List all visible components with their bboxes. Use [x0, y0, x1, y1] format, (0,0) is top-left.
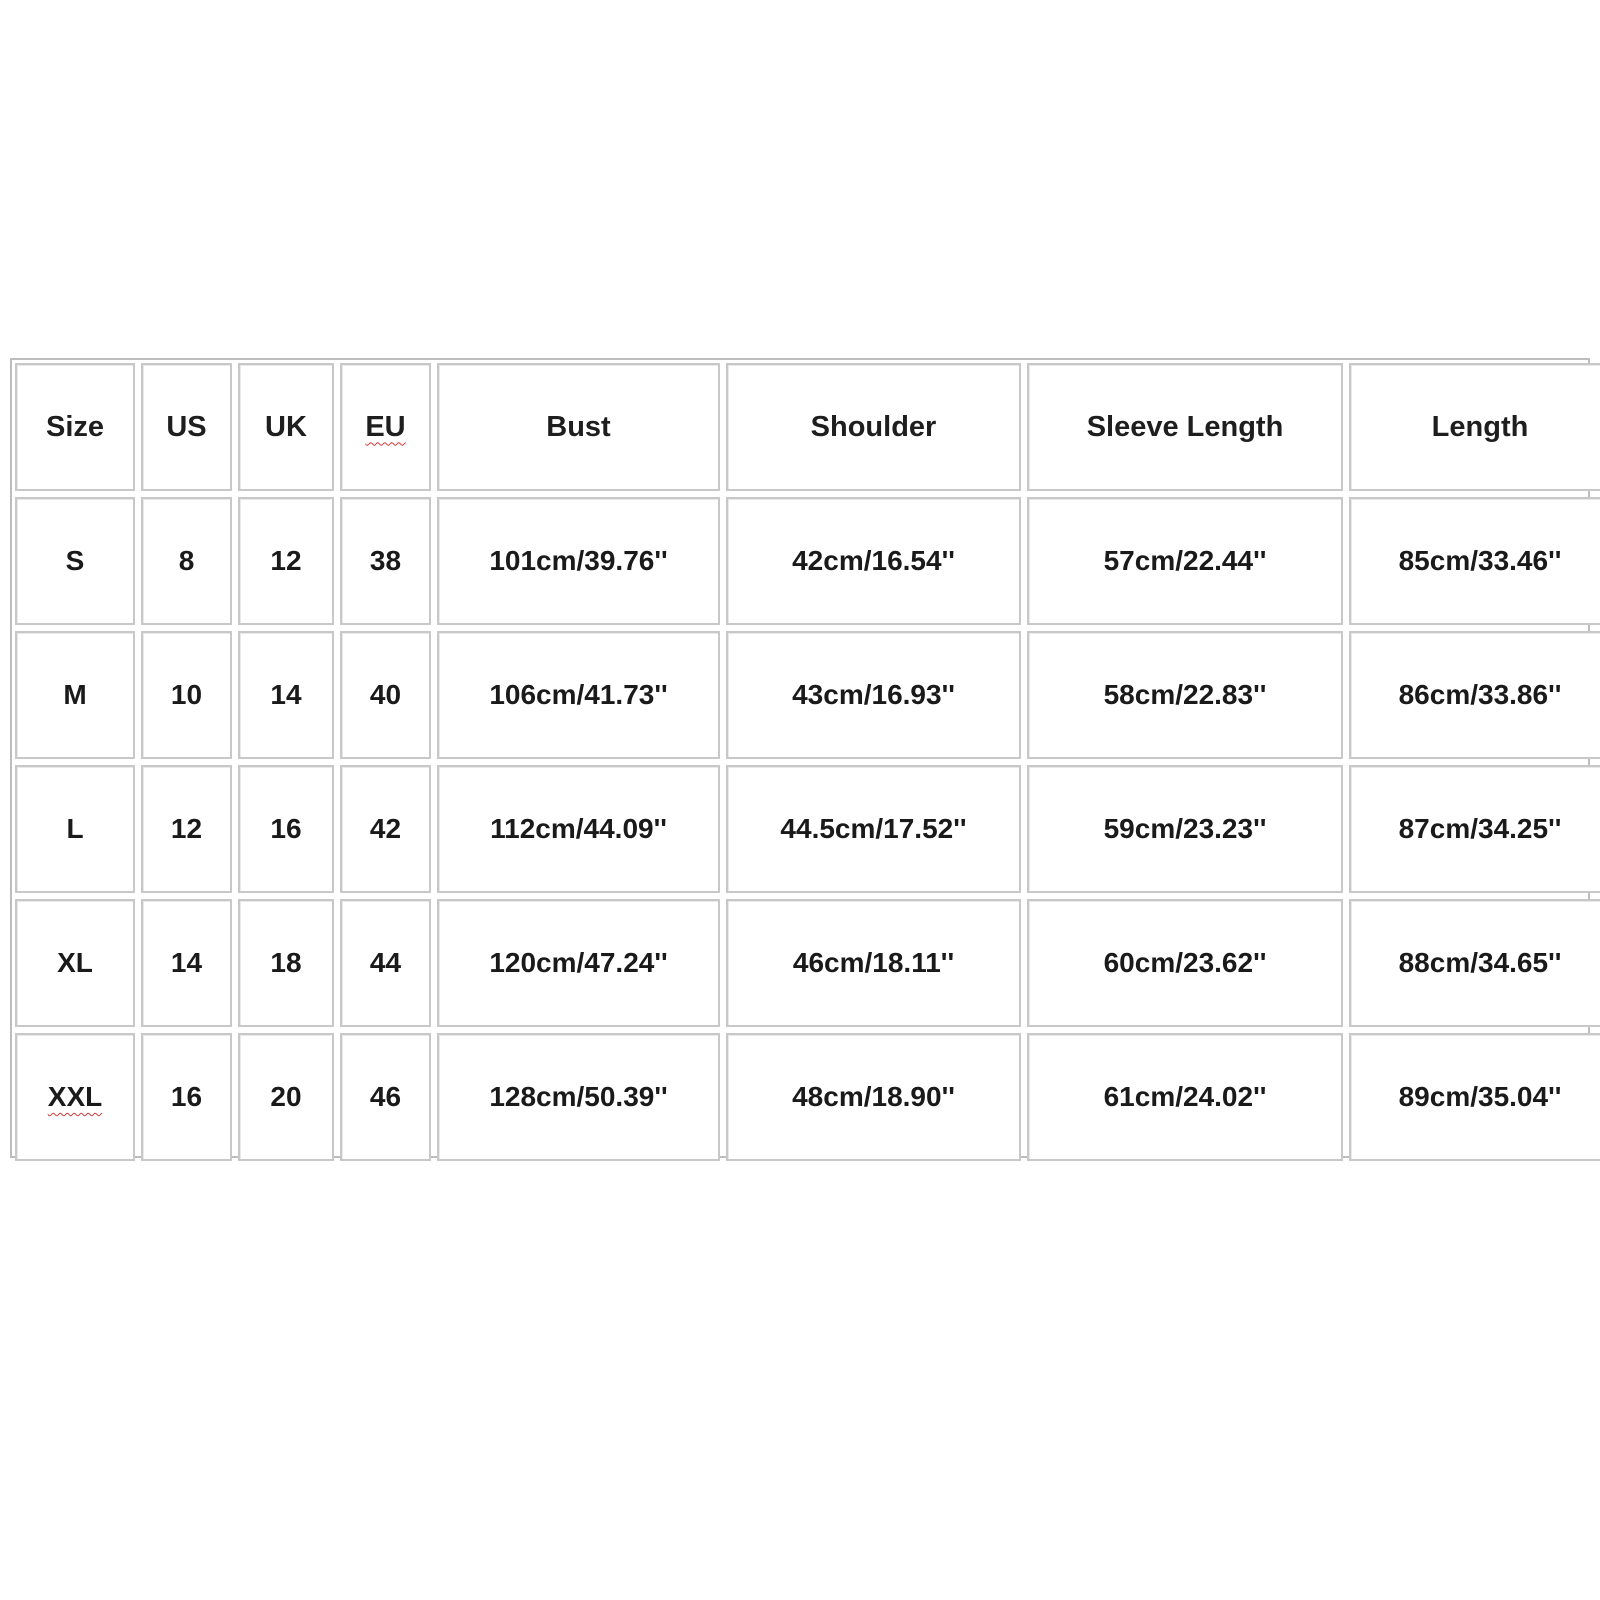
cell-l-length — [1349, 765, 1600, 893]
cell-text: 86cm/33.86'' — [1398, 679, 1562, 710]
cell-xl-length — [1349, 899, 1600, 1027]
cell-xxl-bust — [437, 1033, 720, 1161]
cell-text: L — [66, 813, 84, 844]
cell-xxl-shoulder — [726, 1033, 1021, 1161]
cell-text: 12 — [170, 813, 203, 844]
cell-m-sleeve-length — [1027, 631, 1343, 759]
header-sleeve-length — [1027, 363, 1343, 491]
header-size-label: Size — [45, 410, 105, 443]
header-uk-label: UK — [265, 410, 307, 443]
size-chart-table — [10, 358, 1590, 1158]
cell-l-sleeve-length — [1027, 765, 1343, 893]
cell-text: 59cm/23.23'' — [1103, 813, 1267, 844]
cell-text: 60cm/23.62'' — [1103, 947, 1267, 978]
cell-m-uk — [238, 631, 334, 759]
cell-text: 8 — [178, 545, 195, 576]
cell-text: 38 — [369, 545, 402, 576]
cell-text: 42cm/16.54'' — [792, 545, 955, 576]
cell-text: 10 — [170, 679, 203, 710]
header-eu — [340, 363, 431, 491]
cell-text: 48cm/18.90'' — [792, 1081, 955, 1112]
cell-l-uk — [238, 765, 334, 893]
cell-text: 42 — [369, 813, 402, 844]
cell-text: 46 — [369, 1081, 402, 1112]
cell-m-size — [15, 631, 135, 759]
header-length — [1349, 363, 1600, 491]
cell-text: 20 — [270, 1081, 302, 1112]
cell-xxl-eu — [340, 1033, 431, 1161]
header-sleeve-length-label: Sleeve Length — [1086, 410, 1284, 443]
cell-text: 12 — [270, 545, 302, 576]
cell-text: 14 — [170, 947, 203, 978]
header-us — [141, 363, 232, 491]
cell-text: XXL — [47, 1081, 103, 1112]
cell-text: 46cm/18.11'' — [792, 947, 955, 978]
cell-text: 40 — [369, 679, 402, 710]
cell-l-bust — [437, 765, 720, 893]
cell-xxl-length — [1349, 1033, 1600, 1161]
cell-s-eu — [340, 497, 431, 625]
header-eu-label: EU — [365, 410, 406, 443]
cell-xl-size — [15, 899, 135, 1027]
cell-text: 16 — [170, 1081, 203, 1112]
cell-xl-eu — [340, 899, 431, 1027]
cell-text: 120cm/47.24'' — [489, 947, 668, 978]
cell-s-uk — [238, 497, 334, 625]
cell-text: 101cm/39.76'' — [489, 545, 668, 576]
cell-text: 85cm/33.46'' — [1398, 545, 1562, 576]
cell-xxl-sleeve-length — [1027, 1033, 1343, 1161]
cell-text: 14 — [270, 679, 302, 710]
cell-s-sleeve-length — [1027, 497, 1343, 625]
cell-m-length — [1349, 631, 1600, 759]
cell-text: 43cm/16.93'' — [792, 679, 955, 710]
cell-text: M — [63, 679, 87, 710]
header-size — [15, 363, 135, 491]
header-shoulder — [726, 363, 1021, 491]
cell-text: S — [65, 545, 85, 576]
cell-text: 44 — [369, 947, 402, 978]
cell-text: 106cm/41.73'' — [489, 679, 668, 710]
cell-s-length — [1349, 497, 1600, 625]
cell-xl-bust — [437, 899, 720, 1027]
cell-text: 61cm/24.02'' — [1103, 1081, 1267, 1112]
cell-m-eu — [340, 631, 431, 759]
header-bust — [437, 363, 720, 491]
cell-text: XL — [57, 947, 93, 978]
cell-l-eu — [340, 765, 431, 893]
cell-s-us — [141, 497, 232, 625]
cell-m-us — [141, 631, 232, 759]
cell-m-bust — [437, 631, 720, 759]
cell-xl-sleeve-length — [1027, 899, 1343, 1027]
header-shoulder-label: Shoulder — [810, 410, 937, 443]
cell-text: 128cm/50.39'' — [489, 1081, 668, 1112]
cell-xxl-size — [15, 1033, 135, 1161]
cell-m-shoulder — [726, 631, 1021, 759]
header-uk — [238, 363, 334, 491]
cell-s-size — [15, 497, 135, 625]
cell-text: 16 — [270, 813, 302, 844]
cell-xxl-us — [141, 1033, 232, 1161]
cell-text: 89cm/35.04'' — [1398, 1081, 1562, 1112]
cell-xl-shoulder — [726, 899, 1021, 1027]
cell-l-shoulder — [726, 765, 1021, 893]
cell-text: 87cm/34.25'' — [1398, 813, 1562, 844]
cell-s-bust — [437, 497, 720, 625]
cell-s-shoulder — [726, 497, 1021, 625]
header-us-label: US — [166, 410, 207, 443]
cell-text: 112cm/44.09'' — [490, 813, 667, 844]
cell-text: 58cm/22.83'' — [1103, 679, 1267, 710]
cell-xl-uk — [238, 899, 334, 1027]
cell-l-size — [15, 765, 135, 893]
cell-text: 57cm/22.44'' — [1103, 545, 1267, 576]
cell-xl-us — [141, 899, 232, 1027]
cell-text: 18 — [270, 947, 302, 978]
cell-text: 88cm/34.65'' — [1398, 947, 1562, 978]
cell-text: 44.5cm/17.52'' — [780, 813, 967, 844]
cell-l-us — [141, 765, 232, 893]
header-length-label: Length — [1431, 410, 1529, 443]
header-bust-label: Bust — [546, 410, 611, 443]
cell-xxl-uk — [238, 1033, 334, 1161]
